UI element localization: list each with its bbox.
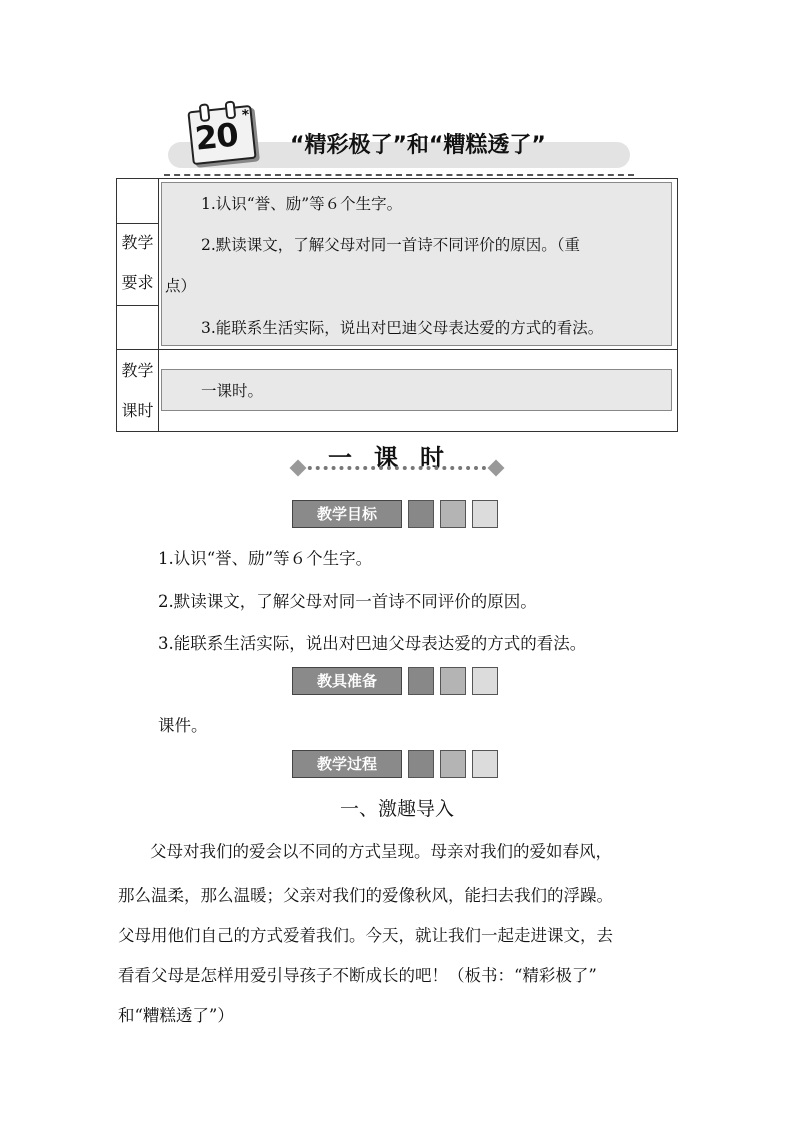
table-row-divider bbox=[117, 349, 677, 350]
calendar-icon bbox=[187, 105, 256, 165]
period-label: 课时 bbox=[121, 401, 154, 420]
requirement-item: 1.认识“誉、励”等６个生字。 bbox=[201, 195, 403, 213]
square-icon bbox=[472, 667, 498, 695]
requirement-item: 点） bbox=[165, 277, 197, 295]
requirements-label: 要求 bbox=[121, 273, 154, 292]
requirement-item: 2.默读课文，了解父母对同一首诗不同评价的原因。（重 bbox=[201, 236, 581, 254]
objective-item: 1.认识“誉、励”等６个生字。 bbox=[158, 549, 373, 568]
square-icon bbox=[440, 750, 466, 778]
square-icon bbox=[408, 500, 434, 528]
square-icon bbox=[472, 500, 498, 528]
header-dashed-divider bbox=[164, 174, 634, 176]
period-label: 教学 bbox=[121, 361, 154, 380]
period-value: 一课时。 bbox=[201, 382, 264, 400]
lesson-title: “精彩极了”和“糟糕透了” bbox=[290, 133, 546, 158]
lesson-star-mark: * bbox=[241, 107, 251, 124]
square-icon bbox=[408, 750, 434, 778]
process-heading: 一、激趣导入 bbox=[339, 798, 454, 820]
table-label-divider bbox=[117, 305, 158, 306]
requirements-label: 教学 bbox=[121, 233, 154, 252]
lesson-header bbox=[160, 100, 635, 180]
paragraph-line: 父母用他们自己的方式爱着我们。今天，就让我们一起走进课文，去 bbox=[118, 926, 613, 945]
process-bar-label: 教学过程 bbox=[292, 750, 402, 778]
objective-item: 3.能联系生活实际，说出对巴迪父母表达爱的方式的看法。 bbox=[158, 634, 587, 653]
materials-value: 课件。 bbox=[158, 716, 208, 735]
section-title: 一课时 bbox=[328, 444, 466, 472]
objectives-bar-label: 教学目标 bbox=[292, 500, 402, 528]
requirement-item: 3.能联系生活实际，说出对巴迪父母表达爱的方式的看法。 bbox=[201, 319, 604, 337]
paragraph-line: 看看父母是怎样用爱引导孩子不断成长的吧！（板书：“精彩极了” bbox=[118, 966, 597, 985]
square-icon bbox=[408, 667, 434, 695]
requirements-table bbox=[116, 178, 678, 432]
paragraph-line: 那么温柔，那么温暖；父亲对我们的爱像秋风，能扫去我们的浮躁。 bbox=[118, 886, 613, 905]
lesson-number: 20 bbox=[193, 115, 240, 158]
table-column-divider bbox=[158, 179, 159, 431]
paragraph-line: 父母对我们的爱会以不同的方式呈现。母亲对我们的爱如春风， bbox=[150, 842, 612, 861]
section-title-dotted-line bbox=[292, 466, 502, 470]
paragraph-line: 和“糟糕透了”） bbox=[118, 1006, 234, 1025]
objective-item: 2.默读课文，了解父母对同一首诗不同评价的原因。 bbox=[158, 592, 537, 611]
square-icon bbox=[440, 667, 466, 695]
square-icon bbox=[472, 750, 498, 778]
materials-bar-label: 教具准备 bbox=[292, 667, 402, 695]
square-icon bbox=[440, 500, 466, 528]
